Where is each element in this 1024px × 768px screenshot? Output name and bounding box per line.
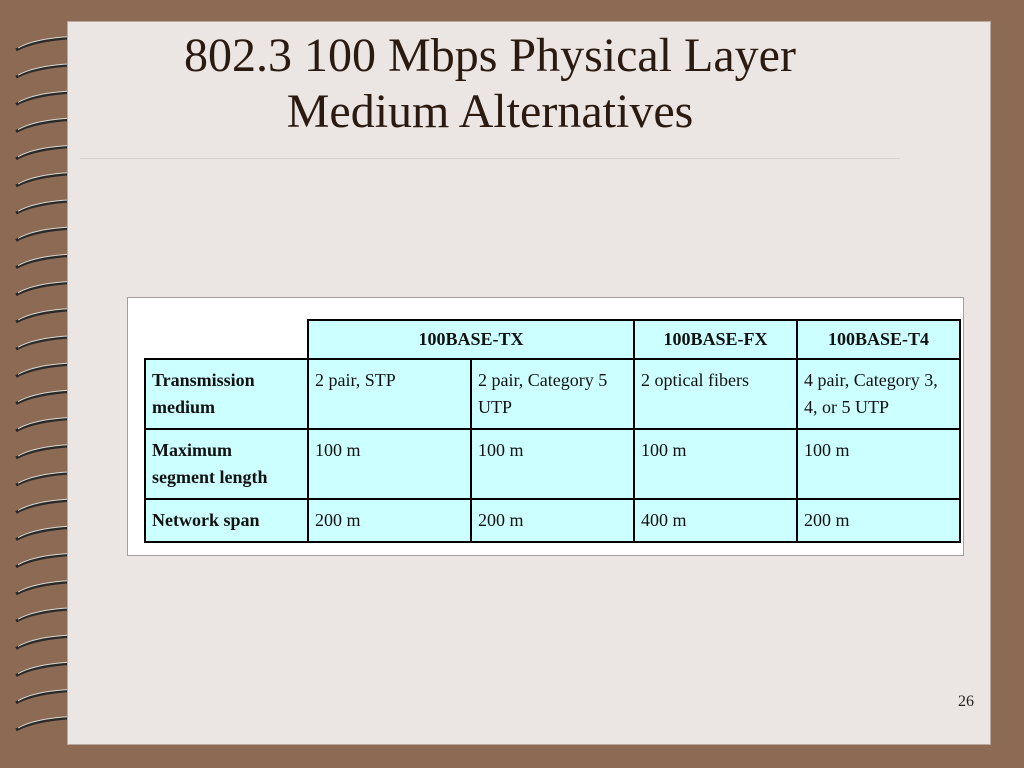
- column-header-100base-t4: 100BASE-T4: [797, 320, 960, 359]
- table-cell: 400 m: [634, 499, 797, 542]
- table-row: [145, 429, 960, 499]
- table-cell: 100 m: [308, 429, 471, 499]
- table-cell: 2 pair, STP: [308, 359, 471, 429]
- table-cell: 4 pair, Category 3, 4, or 5 UTP: [797, 359, 960, 429]
- row-header-line: segment length: [152, 467, 268, 487]
- slide-title-line-2: Medium Alternatives: [286, 85, 694, 138]
- comparison-table: [144, 319, 961, 543]
- row-header-line: Maximum: [152, 440, 232, 460]
- title-divider: [80, 158, 900, 159]
- table-panel: [127, 297, 964, 556]
- table-cell: 2 pair, Category 5 UTP: [471, 359, 634, 429]
- column-header-100base-tx: 100BASE-TX: [308, 320, 634, 359]
- slide-title: [80, 28, 900, 140]
- table-cell: 100 m: [634, 429, 797, 499]
- table-corner-cell: [145, 320, 308, 359]
- table-cell: 100 m: [797, 429, 960, 499]
- table-cell: 100 m: [471, 429, 634, 499]
- slide-title-line-1: 802.3 100 Mbps Physical Layer: [184, 29, 796, 82]
- row-header-maximum-segment-length: [145, 429, 308, 499]
- row-header-line: medium: [152, 397, 215, 417]
- table-row: [145, 499, 960, 542]
- row-header-network-span: Network span: [145, 499, 308, 542]
- table-cell: 200 m: [471, 499, 634, 542]
- row-header-line: Transmission: [152, 370, 255, 390]
- table-cell: 200 m: [308, 499, 471, 542]
- table-cell: 200 m: [797, 499, 960, 542]
- table-header-row: [145, 320, 960, 359]
- table-row: [145, 359, 960, 429]
- page-number: 26: [958, 693, 974, 710]
- row-header-transmission-medium: [145, 359, 308, 429]
- column-header-100base-fx: 100BASE-FX: [634, 320, 797, 359]
- table-cell: 2 optical fibers: [634, 359, 797, 429]
